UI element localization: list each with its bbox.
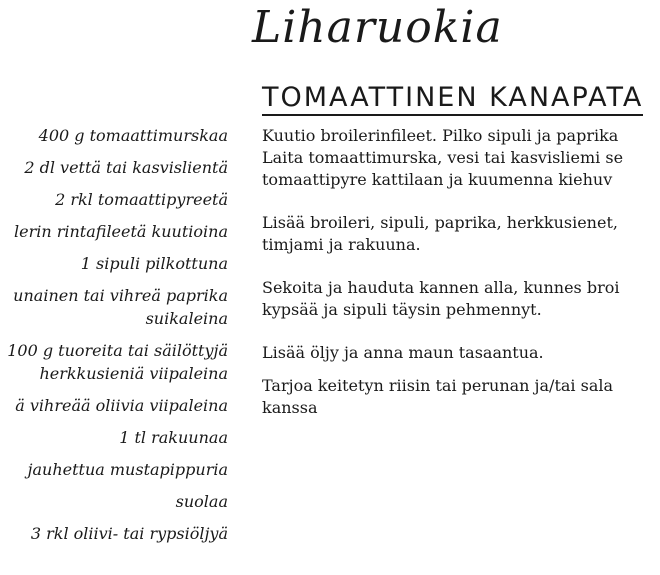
instruction-step (262, 212, 660, 256)
ingredient-line: jauhettua mustapippuria (27, 460, 228, 479)
ingredient-line: 400 g tomaattimurskaa (38, 126, 228, 145)
instruction-line: Lisää öljy ja anna maun tasaantua. (262, 343, 544, 362)
instruction-step (262, 125, 660, 191)
ingredient-item (7, 522, 228, 545)
ingredient-line: suolaa (175, 492, 228, 511)
instruction-step (262, 375, 660, 419)
ingredient-line: 2 dl vettä tai kasvislientä (24, 158, 228, 177)
ingredient-line: ä vihreää oliivia viipaleina (15, 396, 228, 415)
ingredient-line: herkkusieniä viipaleina (39, 364, 228, 383)
ingredient-item (7, 394, 228, 417)
ingredient-item (7, 188, 228, 211)
ingredient-item (7, 252, 228, 275)
ingredient-line: 3 rkl oliivi- tai rypsiöljyä (30, 524, 228, 543)
ingredient-line: suikaleina (145, 309, 228, 328)
ingredient-item (7, 284, 228, 330)
ingredient-item (7, 124, 228, 147)
ingredient-item (7, 490, 228, 513)
instruction-line: Kuutio broilerinfileet. Pilko sipuli ja paprika (262, 126, 619, 145)
instruction-line: tomaattipyre kattilaan ja kuumenna kiehuv (262, 170, 613, 189)
ingredient-line: unainen tai vihreä paprika (13, 286, 228, 305)
ingredient-item (7, 156, 228, 179)
section-title: Liharuokia (252, 2, 503, 53)
ingredient-line: 1 tl rakuunaa (119, 428, 228, 447)
ingredient-line: 1 sipuli pilkottuna (80, 254, 228, 273)
ingredient-item (7, 220, 228, 243)
instruction-step (262, 342, 660, 364)
instruction-line: Sekoita ja hauduta kannen alla, kunnes broi (262, 278, 620, 297)
instructions (262, 125, 660, 419)
ingredient-line: lerin rintafileetä kuutioina (13, 222, 228, 241)
ingredient-line: 100 g tuoreita tai säilöttyjä (7, 341, 228, 360)
ingredient-item (7, 458, 228, 481)
instruction-line: timjami ja rakuuna. (262, 235, 421, 254)
instruction-line: Tarjoa keitetyn riisin tai perunan ja/tai sala (262, 376, 614, 395)
ingredient-item (7, 426, 228, 449)
instruction-line: Lisää broileri, sipuli, paprika, herkkusienet, (262, 213, 618, 232)
ingredient-item (7, 339, 228, 385)
instruction-line: kanssa (262, 398, 318, 417)
ingredient-list (7, 124, 228, 545)
instruction-line: Laita tomaattimurska, vesi tai kasvisliemi se (262, 148, 624, 167)
instruction-step (262, 277, 660, 321)
recipe-title: TOMAATTINEN KANAPATA (262, 82, 644, 113)
ingredient-line: 2 rkl tomaattipyreetä (55, 190, 228, 209)
instruction-line: kypsää ja sipuli täysin pehmennyt. (262, 300, 542, 319)
